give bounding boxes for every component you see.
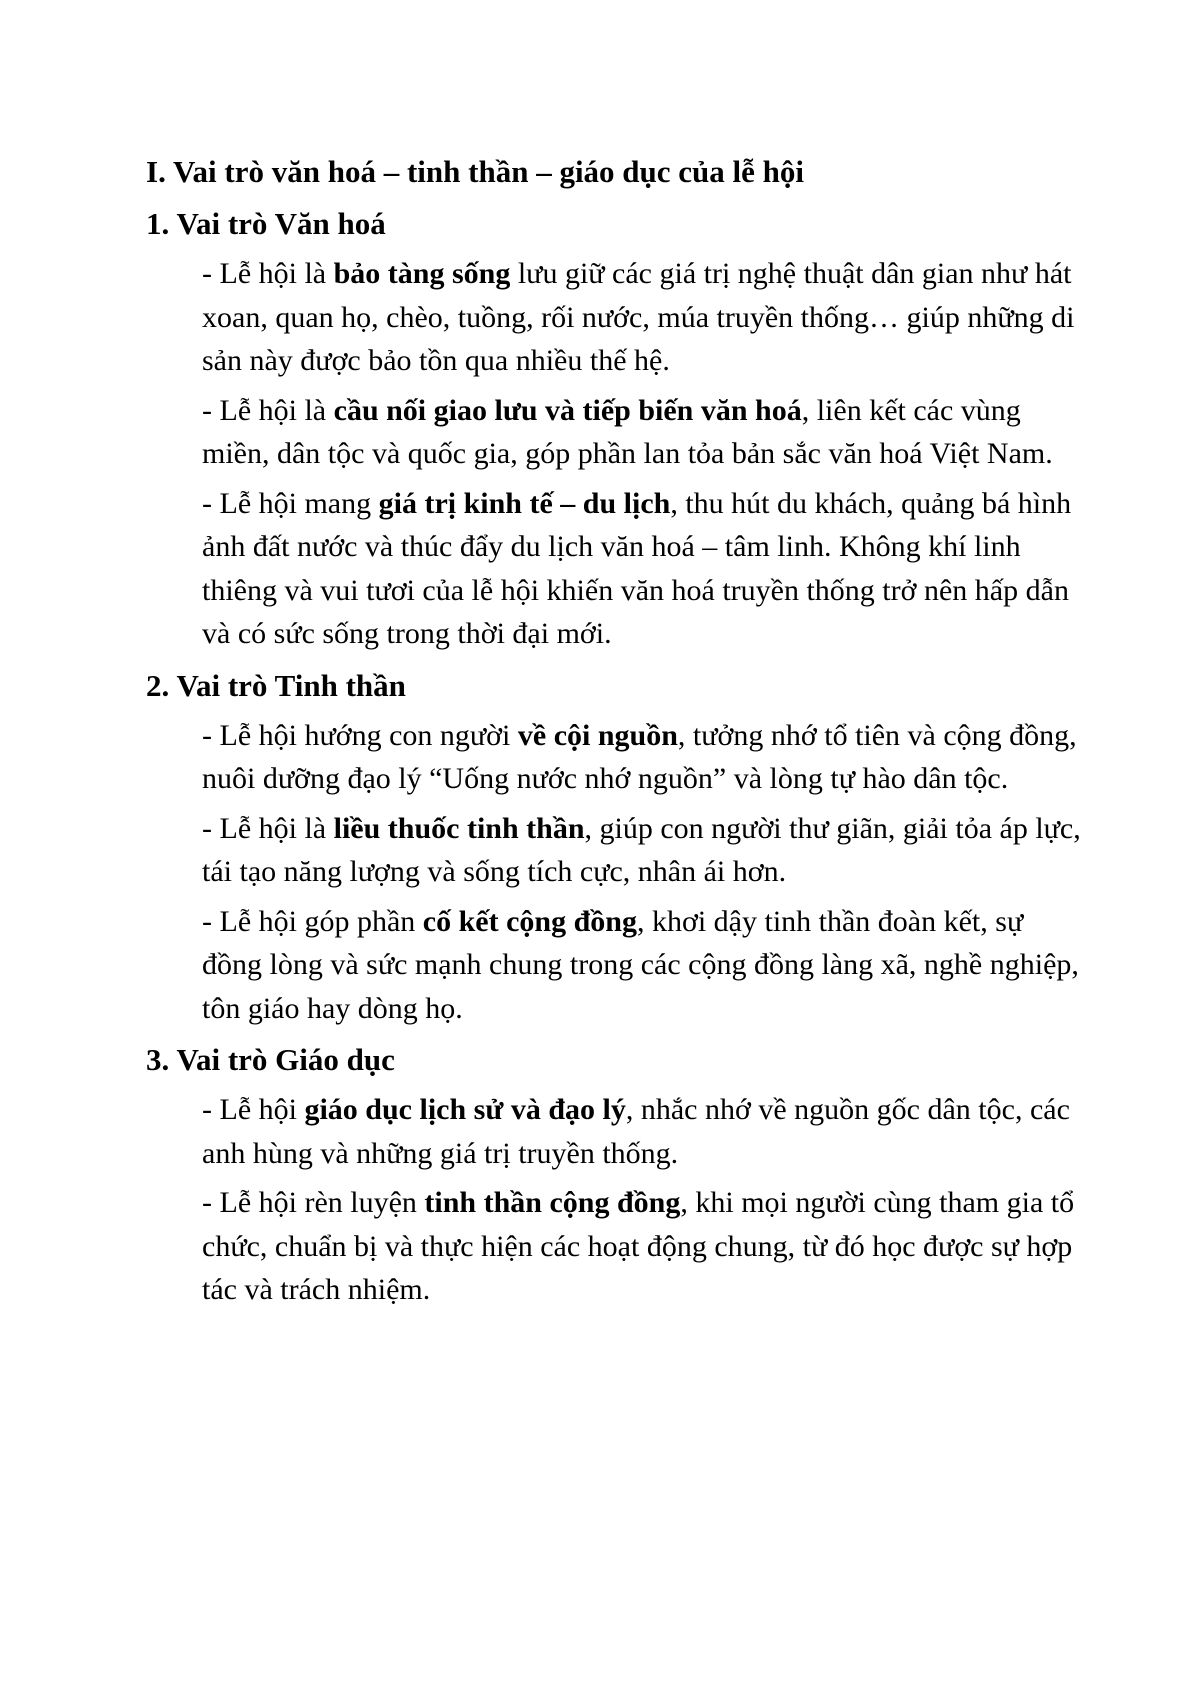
paragraph-text: - Lễ hội là	[202, 393, 334, 427]
paragraph	[202, 389, 1082, 476]
paragraph-text: , nhắc nhớ về nguồn gốc dân tộc, các anh hùng và những giá trị truyền thống.	[202, 1093, 1070, 1170]
paragraph-text: , khơi dậy tinh thần đoàn kết, sự đồng lòng và sức mạnh chung trong các cộng đồng làng xã, nghề nghiệp, tôn giáo hay dòng họ.	[202, 904, 1079, 1025]
section-spirit	[146, 664, 1081, 1031]
paragraph-emphasis: bảo tàng sống	[333, 257, 511, 290]
paragraph-emphasis: giá trị kinh tế – du lịch	[378, 486, 671, 520]
paragraph	[202, 1088, 1082, 1175]
paragraph	[202, 482, 1082, 656]
paragraph-emphasis: cố kết cộng đồng	[422, 904, 637, 938]
paragraph-text: - Lễ hội góp phần	[202, 904, 423, 938]
paragraph-text: - Lễ hội	[202, 1093, 305, 1126]
section-culture	[146, 202, 1075, 656]
paragraph-text: - Lễ hội rèn luyện	[202, 1186, 425, 1219]
paragraph-text: , tưởng nhớ tổ tiên và cộng đồng, nuôi dưỡng đạo lý “Uống nước nhớ nguồn” và lòng tự hào dân tộc.	[202, 718, 1077, 795]
document-content	[146, 150, 1081, 1320]
paragraph-text: - Lễ hội hướng con người	[202, 718, 518, 752]
paragraph-emphasis: về cội nguồn	[517, 718, 678, 752]
paragraph-text: , giúp con người thư giãn, giải tỏa áp lực, tái tạo năng lượng và sống tích cực, nhân ái hơn.	[202, 811, 1081, 888]
paragraph-emphasis: tinh thần cộng đồng	[424, 1186, 681, 1219]
paragraph	[202, 714, 1082, 801]
section-heading: 2. Vai trò Tinh thần	[146, 667, 406, 703]
paragraph-text: - Lễ hội là	[202, 257, 334, 290]
paragraph-emphasis: cầu nối giao lưu và tiếp biến văn hoá	[333, 393, 802, 427]
paragraph	[202, 807, 1082, 894]
paragraph	[202, 252, 1082, 383]
paragraph	[202, 1181, 1082, 1312]
section-education	[146, 1038, 1075, 1312]
paragraph-text: , thu hút du khách, quảng bá hình ảnh đất nước và thúc đẩy du lịch văn hoá – tâm linh. Không khí linh thiêng và vui tươi của lễ hội khiến văn hoá truyền thống trở nên hấp dẫn và có sức sống trong thời đại mới.	[202, 486, 1072, 650]
paragraph-emphasis: giáo dục lịch sử và đạo lý	[304, 1093, 626, 1126]
document-title: I. Vai trò văn hoá – tinh thần – giáo dục của lễ hội	[146, 154, 805, 189]
paragraph	[202, 900, 1082, 1031]
paragraph-text: lưu giữ các giá trị nghệ thuật dân gian như hát xoan, quan họ, chèo, tuồng, rối nước, múa truyền thống… giúp những di sản này được bảo tồn qua nhiều thế hệ.	[202, 257, 1075, 377]
paragraph-text: , khi mọi người cùng tham gia tổ chức, chuẩn bị và thực hiện các hoạt động chung, từ đó học được sự hợp tác và trách nhiệm.	[202, 1186, 1075, 1306]
section-heading: 1. Vai trò Văn hoá	[146, 206, 386, 241]
section-heading: 3. Vai trò Giáo dục	[146, 1042, 395, 1077]
paragraph-emphasis: liều thuốc tinh thần	[333, 811, 585, 845]
paragraph-text: - Lễ hội là	[202, 811, 334, 845]
paragraph-text: - Lễ hội mang	[202, 486, 379, 520]
paragraph-text: , liên kết các vùng miền, dân tộc và quốc gia, góp phần lan tỏa bản sắc văn hoá Việt Nam.	[202, 393, 1053, 470]
